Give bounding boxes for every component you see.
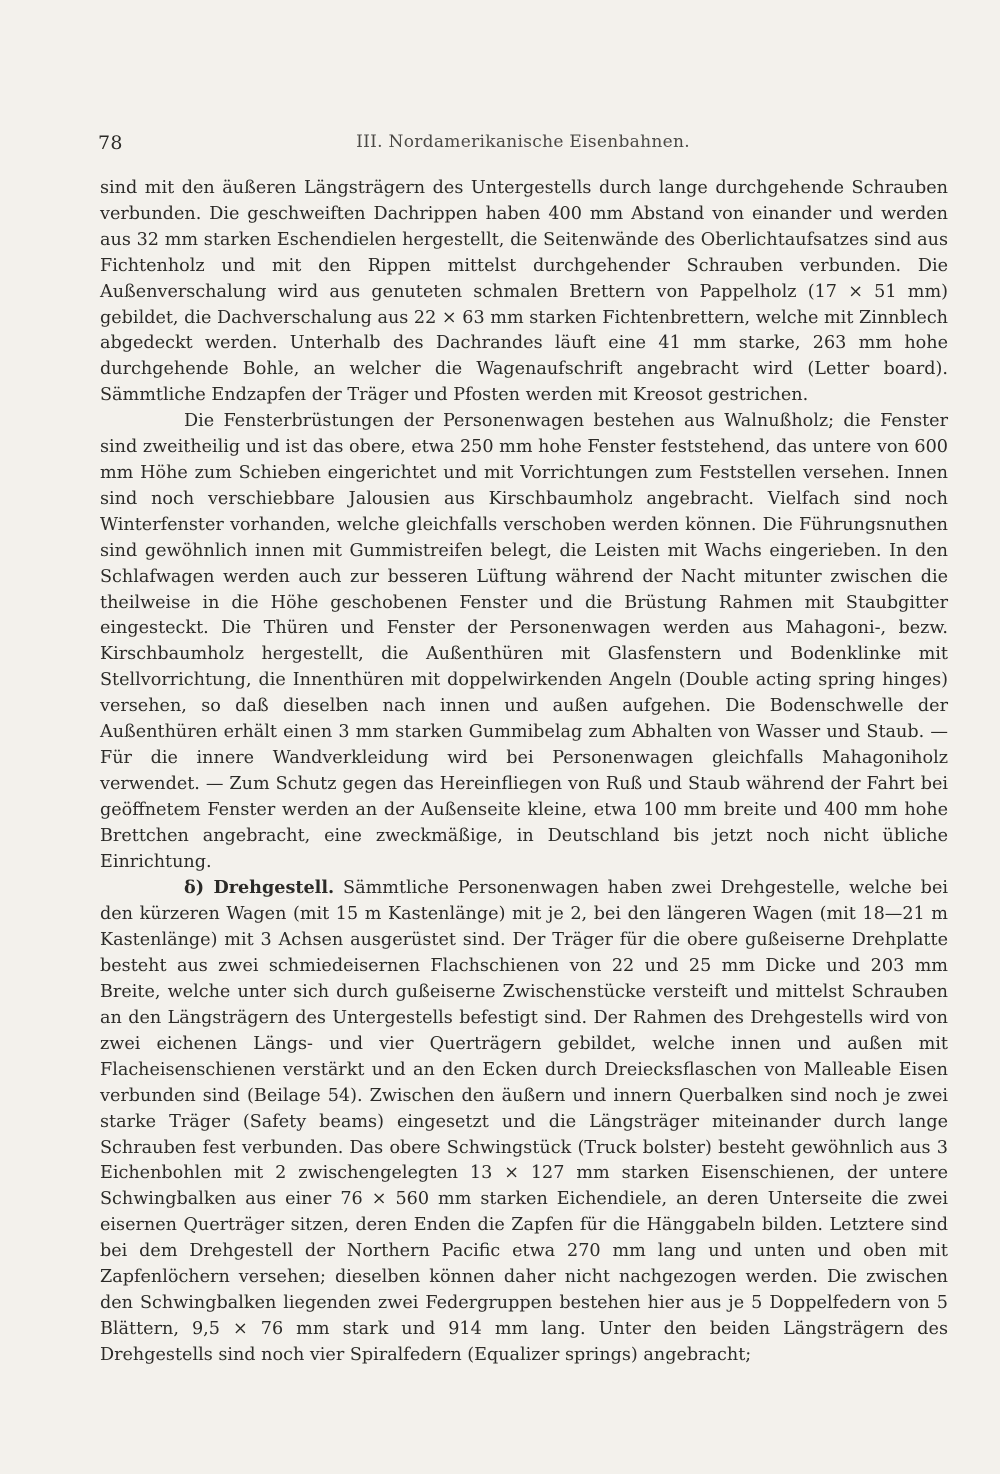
body-text xyxy=(100,176,948,1369)
section-label: δ) Drehgestell. xyxy=(184,877,335,899)
paragraph-text: sind mit den äußeren Längsträgern des Untergestells durch lange durchgehende Schrauben verbunden. Die geschweiften Dachrippen haben 400 mm Abstand von einander und werden aus 32 mm starken Eschendielen hergestellt, die Seitenwände des Oberlichtaufsatzes sind aus Fichtenholz und mit den Rippen mittelst durchgehender Schrauben verbunden. Die Außenverschalung wird aus genuteten schmalen Brettern von Pappelholz (17 × 51 mm) gebildet, die Dachverschalung aus 22 × 63 mm starken Fichtenbrettern, welche mit Zinnblech abgedeckt werden. Unterhalb des Dachrandes läuft eine 41 mm starke, 263 mm hohe durchgehende Bohle, an welcher die Wagenaufschrift angebracht wird (Letter board). Sämmtliche Endzapfen der Träger und Pfosten werden mit Kreosot gestrichen. xyxy=(100,178,948,406)
paragraph-text: Die Fensterbrüstungen der Personenwagen bestehen aus Walnußholz; die Fenster sind zweitheilig und ist das obere, etwa 250 mm hohe Fenster feststehend, das untere von 600 mm Höhe zum Schieben eingerichtet und mit Vorrichtungen zum Feststellen versehen. Innen sind noch verschiebbare Jalousien aus Kirschbaumholz angebracht. Vielfach sind noch Winterfenster vorhanden, welche gleichfalls verschoben werden können. Die Führungsnuthen sind gewöhnlich innen mit Gummistreifen belegt, die Leisten mit Wachs eingerieben. In den Schlafwagen werden auch zur besseren Lüftung während der Nacht mitunter zwischen die theilweise in die Höhe geschobenen Fenster und die Brüstung Rahmen mit Staubgitter eingesteckt. Die Thüren und Fenster der Personenwagen werden aus Mahagoni-, bezw. Kirschbaumholz hergestellt, die Außenthüren mit Glasfenstern und Bodenklinke mit Stellvorrichtung, die Innenthüren mit doppelwirkenden Angeln (Double acting spring hinges) versehen, so daß dieselben nach innen und außen aufgehen. Die Bodenschwelle der Außenthüren erhält einen 3 mm starken Gummibelag zum Abhalten von Wasser und Staub. — Für die innere Wandverkleidung wird bei Personenwagen gleichfalls Mahagoniholz verwendet. — Zum Schutz gegen das Hereinfliegen von Ruß und Staub während der Fahrt bei geöffnetem Fenster werden an der Außenseite kleine, etwa 100 mm breite und 400 mm hohe Brettchen angebracht, eine zweckmäßige, in Deutschland bis jetzt noch nicht übliche Einrichtung. xyxy=(100,411,948,872)
paragraph xyxy=(100,409,948,875)
page-header xyxy=(98,128,948,156)
paragraph xyxy=(100,875,948,1368)
page-number: 78 xyxy=(98,132,123,154)
paragraph-text: Sämmtliche Personenwagen haben zwei Drehgestelle, welche bei den kürzeren Wagen (mit 15 m Kastenlänge) mit je 2, bei den längeren Wagen (mit 18—21 m Kastenlänge) mit 3 Achsen ausgerüstet sind. Der Träger für die obere gußeiserne Drehplatte besteht aus zwei schmiedeisernen Flachschienen von 22 und 25 mm Dicke und 203 mm Breite, welche unter sich durch gußeiserne Zwischenstücke versteift und mittelst Schrauben an den Längsträgern des Untergestells befestigt sind. Der Rahmen des Drehgestells wird von zwei eichenen Längs- und vier Querträgern gebildet, welche innen und außen mit Flacheisenschienen verstärkt und an den Ecken durch Dreiecksflaschen von Malleable Eisen verbunden sind (Beilage 54). Zwischen den äußern und innern Querbalken sind noch je zwei starke Träger (Safety beams) eingesetzt und die Längsträger miteinander durch lange Schrauben fest verbunden. Das obere Schwingstück (Truck bolster) besteht gewöhnlich aus 3 Eichenbohlen mit 2 zwischengelegten 13 × 127 mm starken Eisenschienen, der untere Schwingbalken aus einer 76 × 560 mm starken Eichendiele, an deren Unterseite die zwei eisernen Querträger sitzen, deren Enden die Zapfen für die Hänggabeln bilden. Letztere sind bei dem Drehgestell der Northern Pacific etwa 270 mm lang und unten und oben mit Zapfenlöchern versehen; dieselben können daher nicht nachgezogen werden. Die zwischen den Schwingbalken liegenden zwei Federgruppen bestehen hier aus je 5 Doppelfedern von 5 Blättern, 9,5 × 76 mm stark und 914 mm lang. Unter den beiden Längsträgern des Drehgestells sind noch vier Spiralfedern (Equalizer springs) angebracht; xyxy=(100,878,948,1365)
running-title: III. Nordamerikanische Eisenbahnen. xyxy=(356,132,690,152)
paragraph xyxy=(100,176,948,409)
